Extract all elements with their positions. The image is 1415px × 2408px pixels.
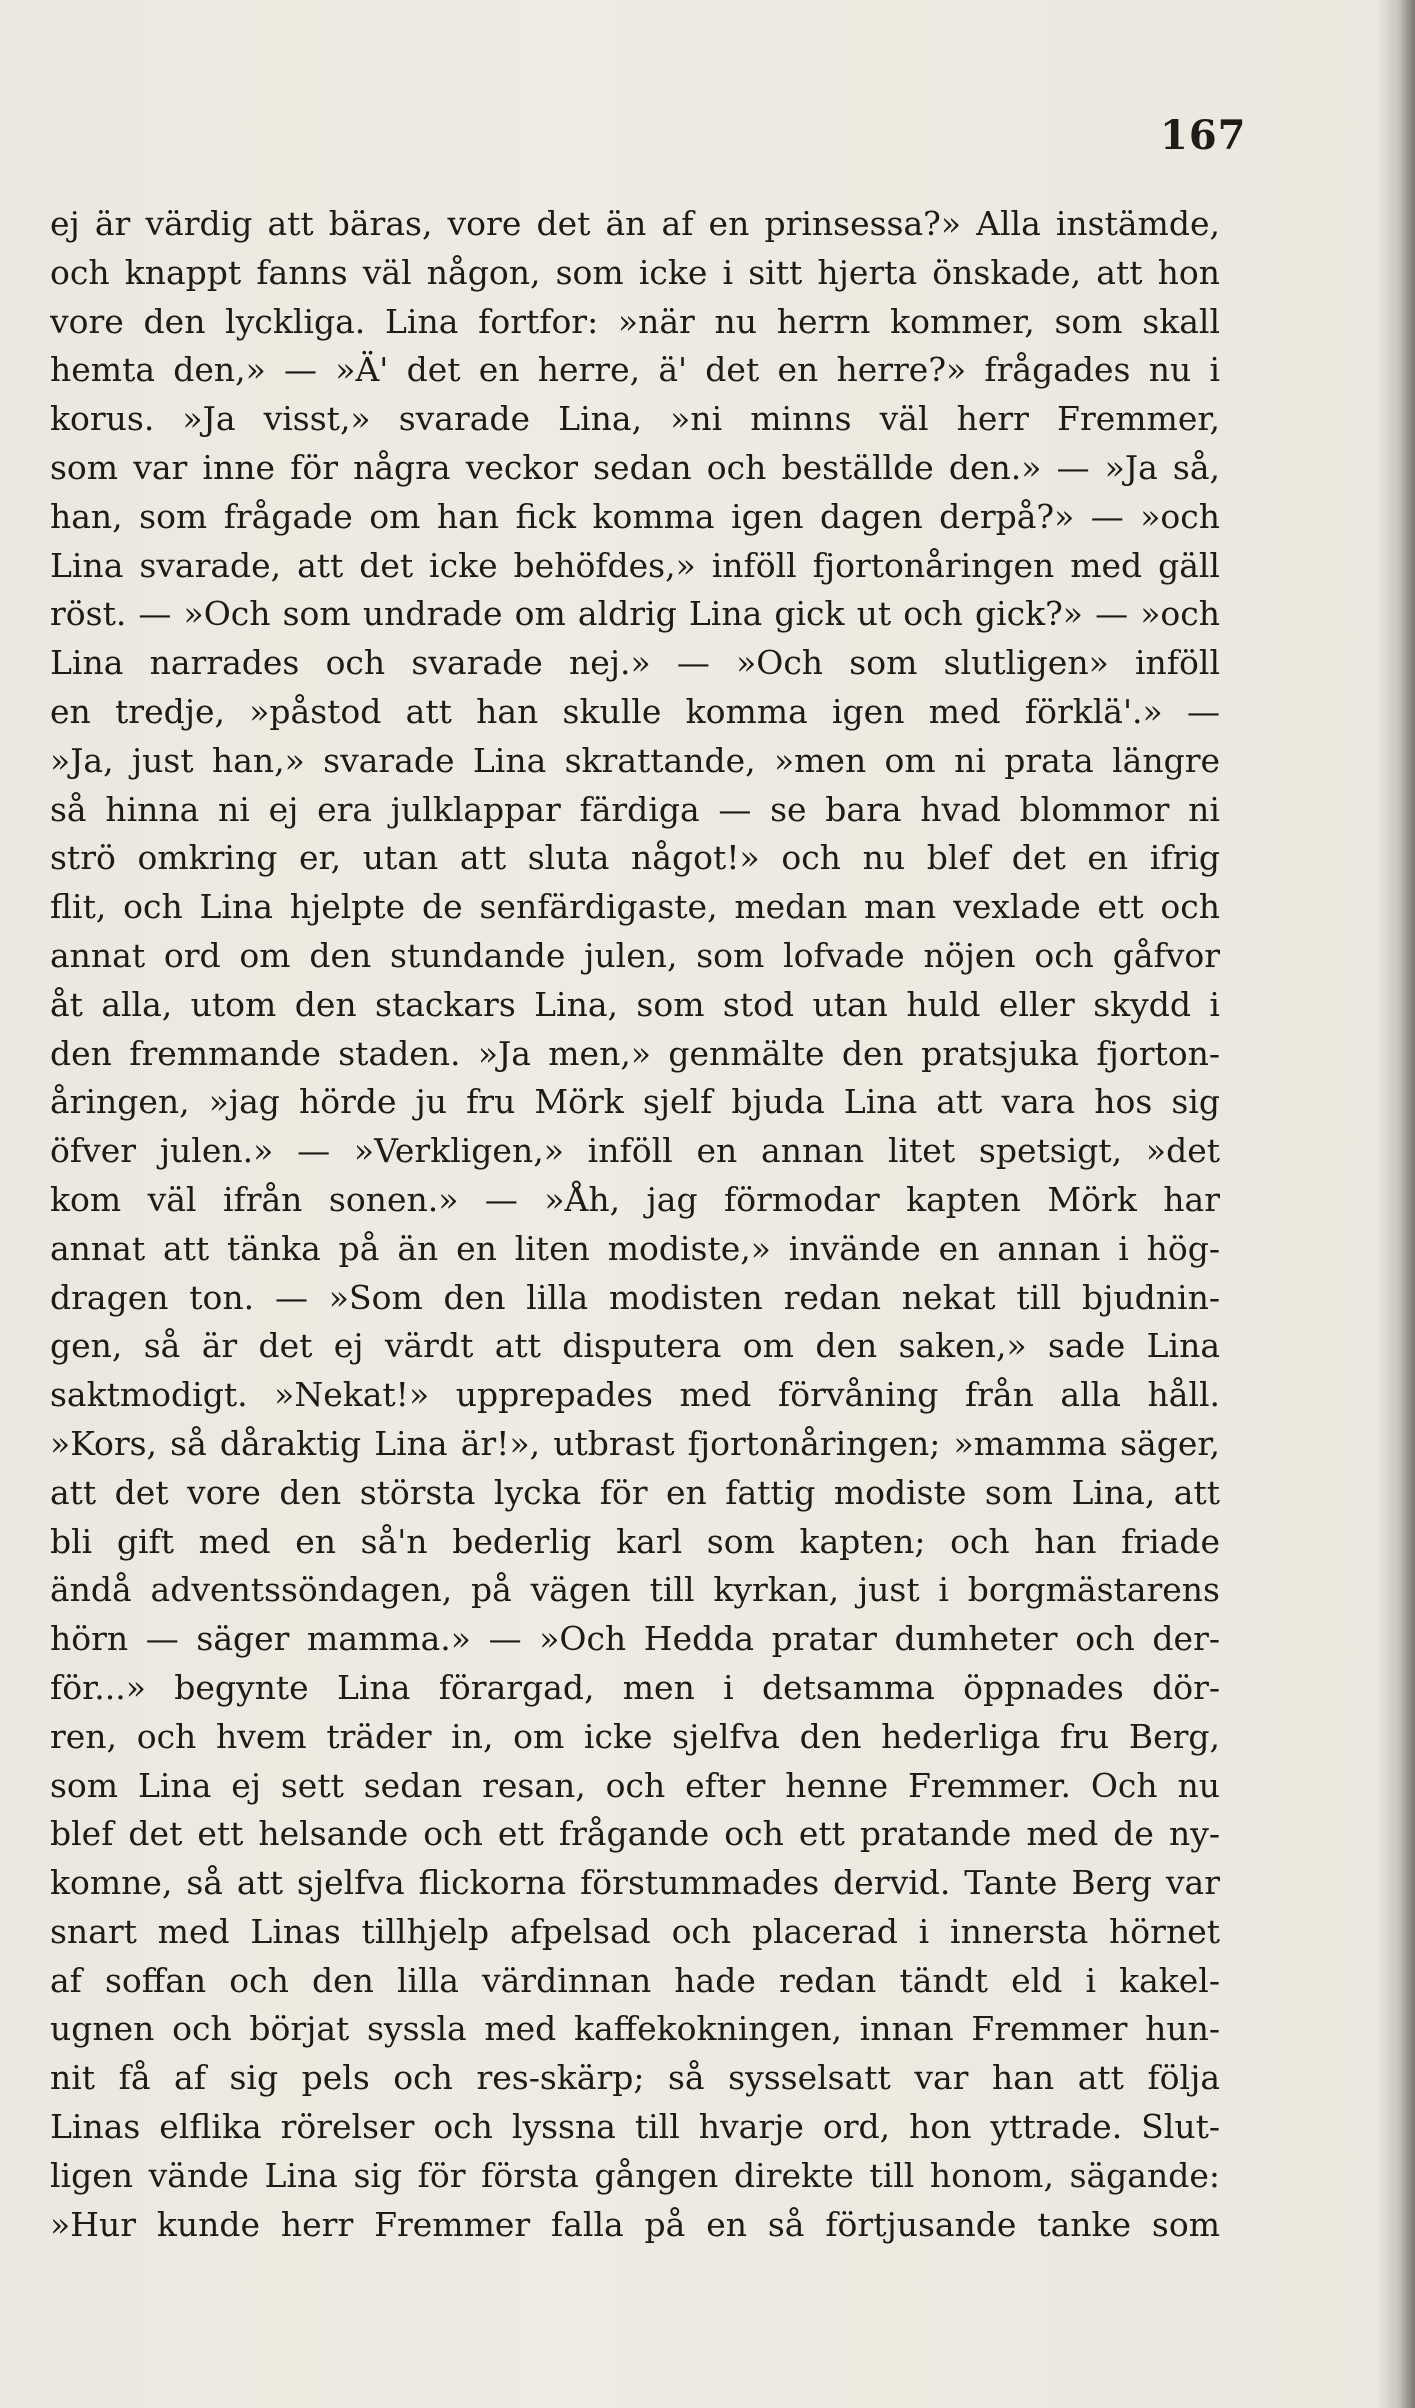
text-line: öfver julen.» — »Verkligen,» inföll en annan litet spetsigt, »det [50,1131,1220,1171]
text-line: som var inne för några veckor sedan och beställde den.» — »Ja så, [50,447,1220,487]
text-line: »Hur kunde herr Fremmer falla på en så förtjusande tanke som [50,2204,1220,2244]
text-line: vore den lyckliga. Lina fortfor: »när nu herrn kommer, som skall [50,301,1220,341]
text-line: annat att tänka på än en liten modiste,» invände en annan i hög- [50,1228,1220,1268]
text-line: ändå adventssöndagen, på vägen till kyrkan, just i borgmästarens [50,1570,1220,1610]
text-line: för...» begynte Lina förargad, men i detsamma öppnades dör- [50,1667,1220,1707]
text-line: strö omkring er, utan att sluta något!» och nu blef det en ifrig [50,838,1220,878]
text-line: blef det ett helsande och ett frågande och ett pratande med de ny- [50,1814,1220,1854]
text-line: »Ja, just han,» svarade Lina skrattande, »men om ni prata längre [50,740,1220,780]
text-line: ligen vände Lina sig för första gången direkte till honom, sägande: [50,2155,1220,2195]
text-line: Lina svarade, att det icke behöfdes,» inföll fjortonåringen med gäll [50,545,1220,585]
text-line: dragen ton. — »Som den lilla modisten redan nekat till bjudnin- [50,1277,1220,1317]
page-number: 167 [1160,112,1247,159]
text-line: ren, och hvem träder in, om icke sjelfva den hederliga fru Berg, [50,1716,1220,1756]
text-line: som Lina ej sett sedan resan, och efter henne Fremmer. Och nu [50,1765,1220,1805]
text-line: ej är värdig att bäras, vore det än af en prinsessa?» Alla instämde, [50,204,1220,243]
text-line: Lina narrades och svarade nej.» — »Och som slutligen» inföll [50,643,1220,683]
text-line: han, som frågade om han fick komma igen dagen derpå?» — »och [50,496,1220,536]
text-line: nit få af sig pels och res-skärp; så sysselsatt var han att följa [50,2058,1220,2098]
text-line: komne, så att sjelfva flickorna förstummades dervid. Tante Berg var [50,1863,1220,1903]
text-line: korus. »Ja visst,» svarade Lina, »ni minns väl herr Fremmer, [50,399,1220,439]
text-line: gen, så är det ej värdt att disputera om den saken,» sade Lina [50,1326,1220,1366]
text-line: af soffan och den lilla värdinnan hade redan tändt eld i kakel- [50,1960,1220,2000]
text-line: ugnen och börjat syssla med kaffekokningen, innan Fremmer hun- [50,2009,1220,2049]
text-line: bli gift med en så'n bederlig karl som kapten; och han friade [50,1521,1220,1561]
text-line: åringen, »jag hörde ju fru Mörk sjelf bjuda Lina att vara hos sig [50,1082,1220,1122]
text-line: snart med Linas tillhjelp afpelsad och placerad i innersta hörnet [50,1911,1220,1951]
text-line: »Kors, så dåraktig Lina är!», utbrast fjortonåringen; »mamma säger, [50,1423,1220,1463]
text-line: saktmodigt. »Nekat!» upprepades med förvåning från alla håll. [50,1375,1220,1415]
text-line: så hinna ni ej era julklappar färdiga — se bara hvad blommor ni [50,789,1220,829]
text-line: hörn — säger mamma.» — »Och Hedda pratar dumheter och der- [50,1619,1220,1659]
text-line: hemta den,» — »Ä' det en herre, ä' det en herre?» frågades nu i [50,350,1220,390]
text-line: en tredje, »påstod att han skulle komma igen med förklä'.» — [50,691,1220,731]
text-line: kom väl ifrån sonen.» — »Åh, jag förmodar kapten Mörk har [50,1179,1220,1219]
text-line: annat ord om den stundande julen, som lofvade nöjen och gåfvor [50,935,1220,975]
text-line: och knappt fanns väl någon, som icke i sitt hjerta önskade, att hon [50,252,1220,292]
page-edge-shadow [1377,0,1415,2408]
text-line: den fremmande staden. »Ja men,» genmälte den pratsjuka fjorton- [50,1033,1220,1073]
text-line: röst. — »Och som undrade om aldrig Lina gick ut och gick?» — »och [50,594,1220,634]
text-line: åt alla, utom den stackars Lina, som stod utan huld eller skydd i [50,984,1220,1024]
text-line: flit, och Lina hjelpte de senfärdigaste, medan man vexlade ett och [50,887,1220,927]
text-line: att det vore den största lycka för en fattig modiste som Lina, att [50,1472,1220,1512]
text-line: Linas elflika rörelser och lyssna till hvarje ord, hon yttrade. Slut- [50,2107,1220,2147]
body-text [50,200,1220,2249]
